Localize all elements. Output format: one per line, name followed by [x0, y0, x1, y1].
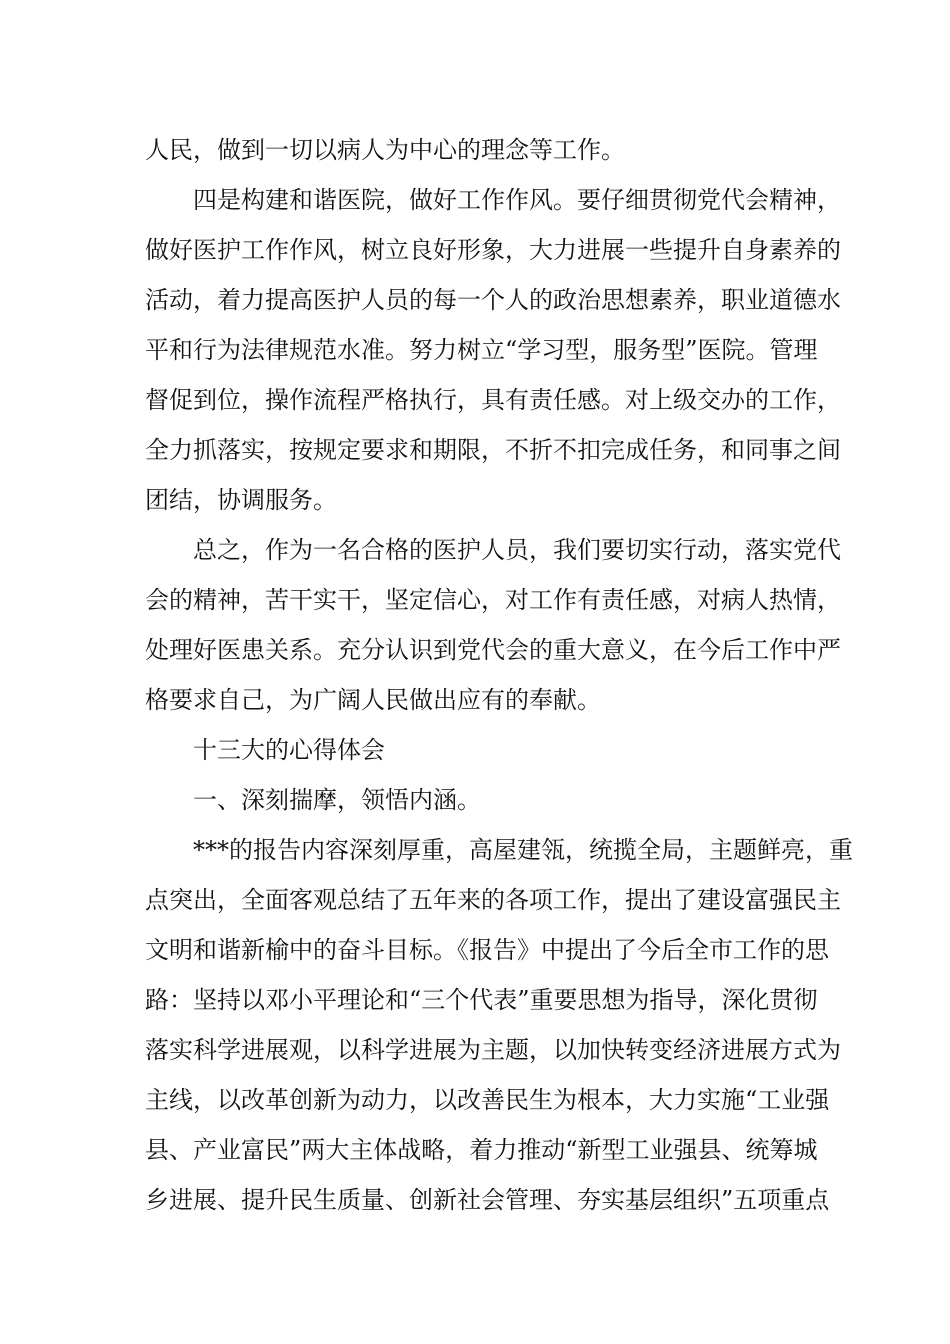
paragraph-first-line: 总之，作为一名合格的医护人员，我们要切实行动，落实党代 [193, 536, 841, 564]
text-line: 做好医护工作作风，树立良好形象，大力进展一些提升自身素养的 [145, 236, 841, 264]
text-line: 县、产业富民”两大主体战略，着力推动“新型工业强县、统筹城 [145, 1136, 818, 1164]
text-line: 乡进展、提升民生质量、创新社会管理、夯实基层组织”五项重点 [145, 1186, 830, 1214]
text-line: 全力抓落实，按规定要求和期限，不折不扣完成任务，和同事之间 [145, 436, 841, 464]
paragraph-first-line: 四是构建和谐医院，做好工作作风。要仔细贯彻党代会精神， [193, 186, 841, 214]
subsection-heading: 一、深刻揣摩，领悟内涵。 [193, 786, 481, 814]
text-line: 落实科学进展观，以科学进展为主题，以加快转变经济进展方式为 [145, 1036, 841, 1064]
text-line: 格要求自己，为广阔人民做出应有的奉献。 [145, 686, 601, 714]
text-line: 处理好医患关系。充分认识到党代会的重大意义，在今后工作中严 [145, 636, 841, 664]
text-line: 文明和谐新榆中的奋斗目标。《报告》中提出了今后全市工作的思 [145, 936, 829, 964]
text-line: 人民，做到一切以病人为中心的理念等工作。 [145, 136, 625, 164]
text-line: 主线，以改革创新为动力，以改善民生为根本，大力实施“工业强 [145, 1086, 830, 1114]
paragraph-first-line: ***的报告内容深刻厚重，高屋建瓴，统揽全局，主题鲜亮，重 [193, 836, 853, 864]
text-line: 路：坚持以邓小平理论和“三个代表”重要思想为指导，深化贯彻 [145, 986, 818, 1014]
text-line: 团结，协调服务。 [145, 486, 337, 514]
section-title: 十三大的心得体会 [193, 736, 385, 764]
text-line: 活动，着力提高医护人员的每一个人的政治思想素养，职业道德水 [145, 286, 841, 314]
text-line: 平和行为法律规范水准。努力树立“学习型，服务型”医院。管理 [145, 336, 818, 364]
text-line: 会的精神，苦干实干，坚定信心，对工作有责任感，对病人热情， [145, 586, 841, 614]
text-line: 督促到位，操作流程严格执行，具有责任感。对上级交办的工作， [145, 386, 841, 414]
text-line: 点突出，全面客观总结了五年来的各项工作，提出了建设富强民主 [145, 886, 841, 914]
